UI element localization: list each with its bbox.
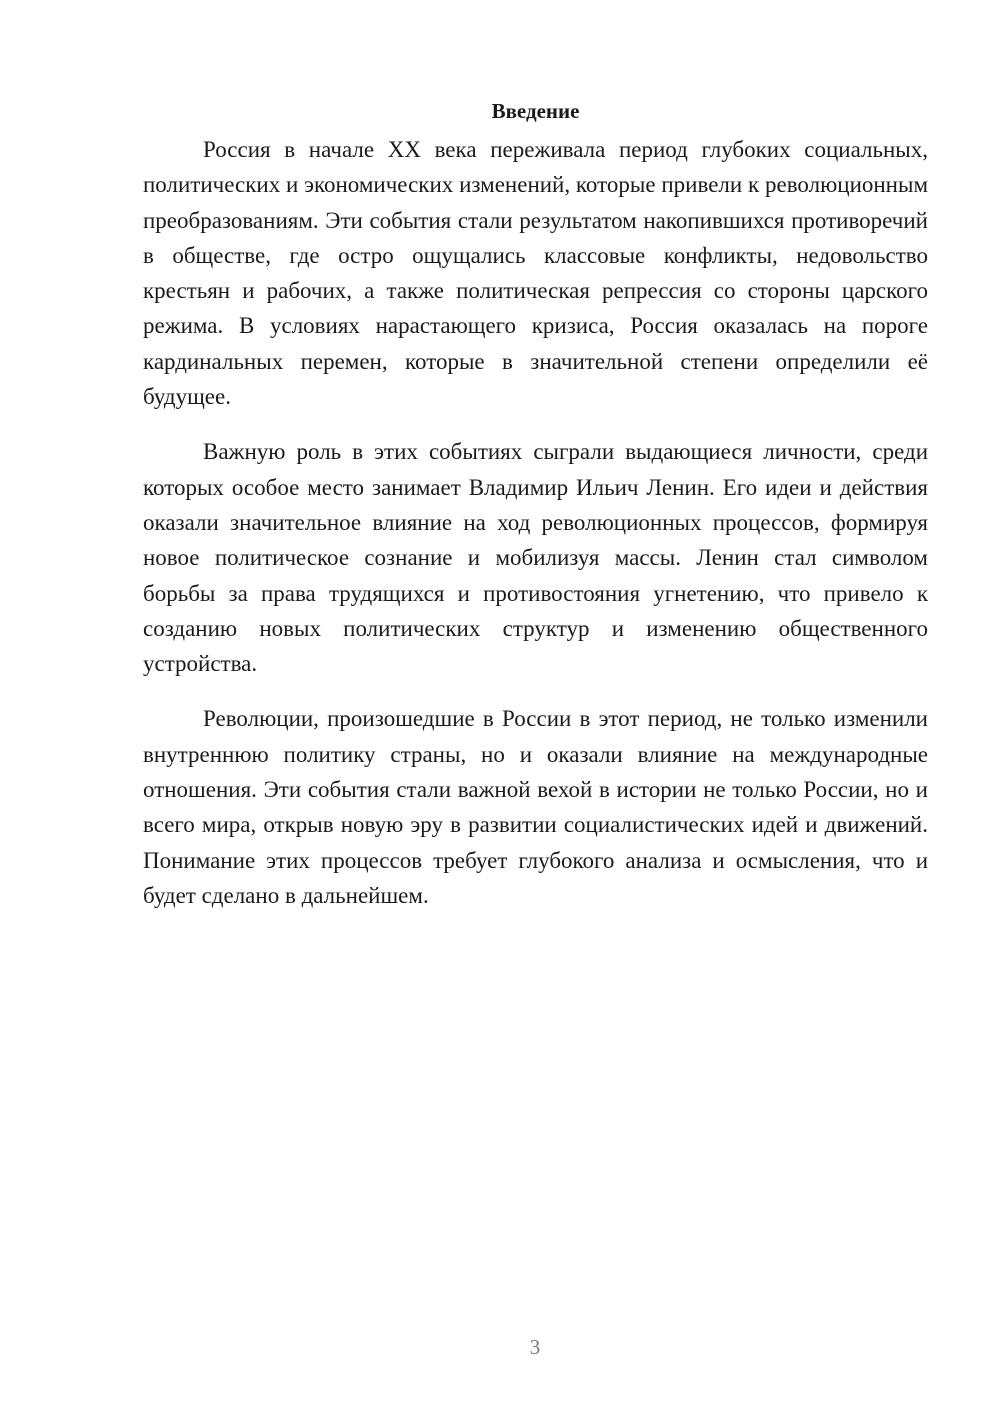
paragraph-3: Революции, произошедшие в России в этот период, не только изменили внутреннюю политику страны, но и оказали влияние на международные отношения. Эти события стали важной вехой в истории не только России, но и всего мира, открыв новую эру в развитии социалистических идей и движений. Понимание этих процессов требует глубокого анализа и осмысления, что и будет сделано в дальнейшем.: [143, 706, 928, 908]
page-content: [143, 96, 928, 933]
page-number: 3: [529, 1335, 541, 1359]
paragraph-1: Россия в начале XX века переживала период глубоких социальных, политических и экономических изменений, которые привели к революционным преобразованиям. Эти события стали результатом накопившихся противоречий в обществе, где остро ощущались классовые конфликты, недовольство крестьян и рабочих, а также политическая репрессия со стороны царского режима. В условиях нарастающего кризиса, Россия оказалась на пороге кардинальных перемен, которые в значительной степени определили её будущее.: [143, 137, 928, 410]
section-heading: Введение: [491, 99, 580, 123]
paragraph-2: Важную роль в этих событиях сыграли выдающиеся личности, среди которых особое место занимает Владимир Ильич Ленин. Его идеи и действия оказали значительное влияние на ход революционных процессов, формируя новое политическое сознание и мобилизуя массы. Ленин стал символом борьбы за права трудящихся и противостояния угнетению, что привело к созданию новых политических структур и изменению общественного устройства.: [143, 439, 928, 677]
